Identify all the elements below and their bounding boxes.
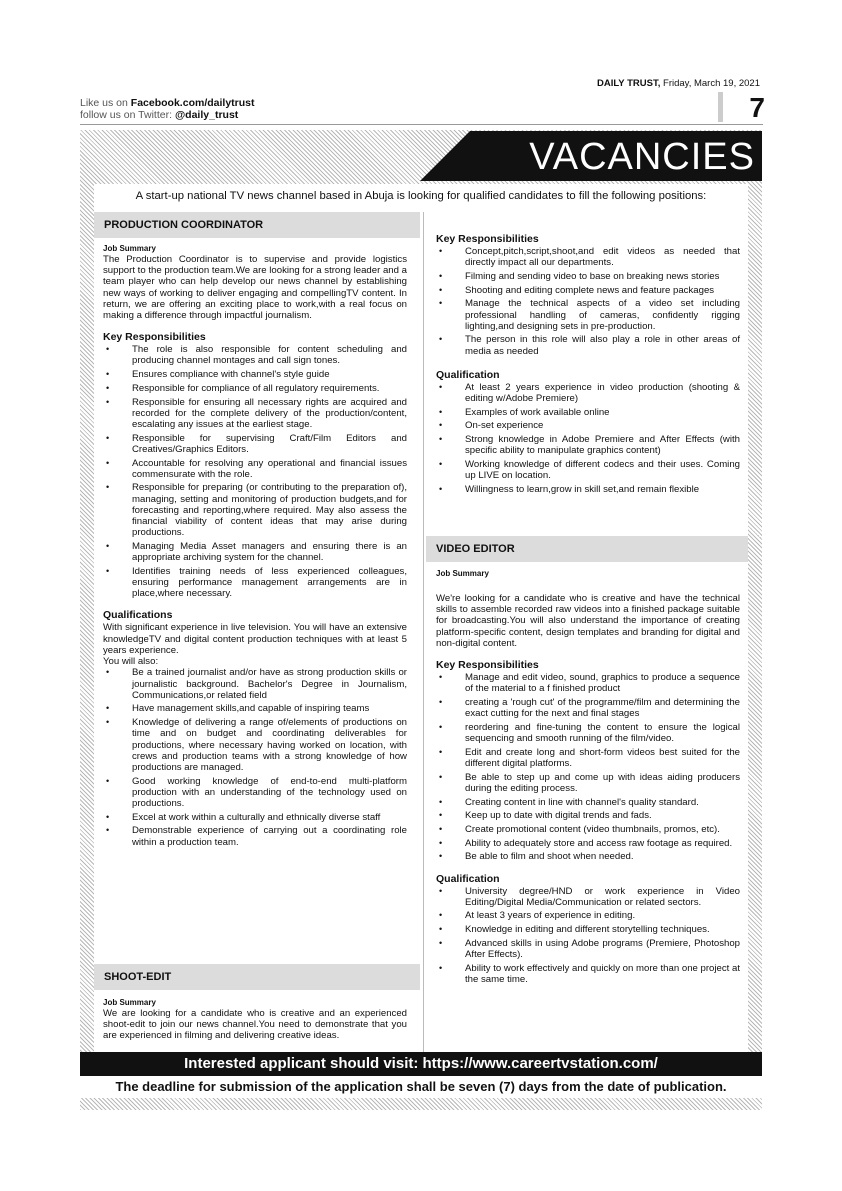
newspaper-dateline bbox=[560, 78, 760, 89]
list-item: • Ensures compliance with channel's style guide bbox=[103, 369, 407, 380]
list-item: • Good working knowledge of end-to-end multi-platform production with an understanding of the technology used on productions. bbox=[103, 776, 407, 810]
list-item: • Responsible for preparing (or contributing to the preparation of), managing, setting and monitoring of production budgets,and for forecasting and reporting,where required. May also assess the financial viability of content ideas that may arise during productions. bbox=[103, 482, 407, 538]
list-item: • Be able to step up and come up with ideas aiding producers during the editing process. bbox=[436, 772, 740, 794]
qualifications-list bbox=[436, 382, 740, 495]
list-item: • reordering and fine-tuning the content to ensure the logical sequencing and smooth running of the film/video. bbox=[436, 722, 740, 744]
job-summary-label: Job Summary bbox=[103, 244, 156, 253]
responsibilities-heading: Key Responsibilities bbox=[436, 233, 539, 245]
list-item: • Identifies training needs of less experienced colleagues, ensuring performance management arrangements are in place,where necessary. bbox=[103, 566, 407, 600]
list-item: • Concept,pitch,script,shoot,and edit videos as needed that directly impact all our departments. bbox=[436, 246, 740, 268]
list-item: • Manage the technical aspects of a video set including professional handling of cameras, confidently rigging lighting,and designing sets in pre-production. bbox=[436, 298, 740, 332]
twitter-link[interactable]: @daily_trust bbox=[174, 109, 239, 121]
qualifications-intro: With significant experience in live television. You will have an extensive knowledgeTV and digital content production techniques with at least 5 years experience. bbox=[103, 622, 407, 656]
list-item: • Managing Media Asset managers and ensuring there is an appropriate archiving system for the channel. bbox=[103, 541, 407, 563]
list-item: • Knowledge of delivering a range of/elements of productions on time and on budget and coordinating deliverables for productions, where necessary having worked on location, with crews and production teams with a strong knowledge of how productions are managed. bbox=[103, 717, 407, 773]
deadline-notice: The deadline for submission of the application shall be seven (7) days from the date of publication. bbox=[80, 1076, 762, 1098]
list-item: • Keep up to date with digital trends and fads. bbox=[436, 810, 740, 821]
production-coordinator-section bbox=[103, 244, 407, 850]
job-summary-label: Job Summary bbox=[103, 998, 156, 1007]
page-number: 7 bbox=[718, 92, 767, 122]
job-summary-text: The Production Coordinator is to supervise and provide logistics support to the production team.We are looking for a strong leader and a team player who can help develop our news channel by establishing new ways of working to deliver engaging and compellingTV content. In return, we are offering an exciting place to work,with a real focus on making a difference through impactful journalism. bbox=[103, 254, 407, 322]
social-twitter-prefix: follow us on Twitter: bbox=[80, 109, 175, 121]
newspaper-name: DAILY TRUST, bbox=[597, 78, 661, 89]
list-item: • Knowledge in editing and different storytelling techniques. bbox=[436, 924, 740, 935]
facebook-link[interactable]: Facebook.com/dailytrust bbox=[130, 97, 255, 109]
list-item: • Have management skills,and capable of inspiring teams bbox=[103, 703, 407, 714]
list-item: • Strong knowledge in Adobe Premiere and After Effects (with specific ability to manipulate graphics content) bbox=[436, 434, 740, 456]
list-item: • Responsible for compliance of all regulatory requirements. bbox=[103, 383, 407, 394]
list-item: • Creating content in line with channel's quality standard. bbox=[436, 797, 740, 808]
qualifications-heading: Qualifications bbox=[103, 609, 173, 622]
section-heading: PRODUCTION COORDINATOR bbox=[94, 212, 420, 238]
qualifications-list bbox=[436, 886, 740, 986]
job-summary-label: Job Summary bbox=[436, 569, 489, 578]
shoot-edit-header bbox=[94, 964, 420, 990]
list-item: • Manage and edit video, sound, graphics to produce a sequence of the material to a f finished product bbox=[436, 672, 740, 694]
job-summary-text: We are looking for a candidate who is creative and an experienced shoot-edit to join our news channel.You need to demonstrate that you are experienced in filming and delivering creative ideas. bbox=[103, 1008, 407, 1042]
apply-url-banner[interactable]: Interested applicant should visit: https://www.careertvstation.com/ bbox=[80, 1052, 762, 1076]
shoot-edit-continued bbox=[436, 233, 740, 498]
list-item: • Responsible for supervising Craft/Film Editors and Creatives/Graphics Editors. bbox=[103, 433, 407, 455]
responsibilities-list bbox=[436, 672, 740, 863]
list-item: • Shooting and editing complete news and feature packages bbox=[436, 285, 740, 296]
list-item: • creating a 'rough cut' of the programme/film and determining the exact cutting for the next and final stages bbox=[436, 697, 740, 719]
list-item: • Filming and sending video to base on breaking news stories bbox=[436, 271, 740, 282]
responsibilities-list bbox=[436, 246, 740, 357]
intro-text: A start-up national TV news channel based in Abuja is looking for qualified candidates to fill the following positions: bbox=[135, 190, 707, 202]
section-heading: SHOOT-EDIT bbox=[94, 964, 420, 990]
list-item: • Responsible for ensuring all necessary rights are acquired and recorded for the complete delivery of the production/content, escalating any issues at the earliest stage. bbox=[103, 397, 407, 431]
header-rule bbox=[80, 124, 763, 125]
list-item: • Create promotional content (video thumbnails, promos, etc). bbox=[436, 824, 740, 835]
responsibilities-list bbox=[103, 344, 407, 599]
list-item: • At least 3 years of experience in editing. bbox=[436, 910, 740, 921]
page-title: VACANCIES bbox=[529, 136, 755, 178]
production-coordinator-header bbox=[94, 212, 420, 238]
job-summary-text: We're looking for a candidate who is creative and have the technical skills to assemble recorded raw videos into a finished package suitable for broadcasting.You will also understand the importance of creating platform-specific content, design templates and branding for digital and non-digital content. bbox=[436, 593, 740, 649]
qualifications-heading: Qualification bbox=[436, 872, 500, 885]
shoot-edit-summary bbox=[103, 998, 407, 1042]
responsibilities-heading: Key Responsibilities bbox=[436, 659, 539, 672]
list-item: • The role is also responsible for content scheduling and producing channel montages and call sign tones. bbox=[103, 344, 407, 366]
qualifications-heading: Qualification bbox=[436, 368, 500, 381]
list-item: • Willingness to learn,grow in skill set,and remain flexible bbox=[436, 484, 740, 495]
social-links bbox=[80, 97, 255, 121]
list-item: • Be a trained journalist and/or have as strong production skills or journalistic background. Bachelor's Degree in Journalism, Communications,or related field bbox=[103, 667, 407, 701]
list-item: • Accountable for resolving any operational and financial issues commensurate with the role. bbox=[103, 458, 407, 480]
issue-date: Friday, March 19, 2021 bbox=[660, 78, 760, 89]
section-heading: VIDEO EDITOR bbox=[426, 536, 748, 562]
list-item: • The person in this role will also play a role in other areas of media as needed bbox=[436, 334, 740, 356]
list-item: • Ability to adequately store and access raw footage as required. bbox=[436, 838, 740, 849]
column-divider bbox=[423, 212, 424, 1052]
social-facebook-prefix: Like us on bbox=[80, 97, 131, 109]
list-item: • Be able to film and shoot when needed. bbox=[436, 851, 740, 862]
list-item: • University degree/HND or work experience in Video Editing/Digital Media/Communication or related sectors. bbox=[436, 886, 740, 908]
list-item: • Excel at work within a culturally and ethnically diverse staff bbox=[103, 812, 407, 823]
qualifications-list bbox=[103, 667, 407, 848]
list-item: • Examples of work available online bbox=[436, 407, 740, 418]
responsibilities-heading: Key Responsibilities bbox=[103, 331, 206, 344]
list-item: • Working knowledge of different codecs and their uses. Coming up LIVE on location. bbox=[436, 459, 740, 481]
list-item: • Ability to work effectively and quickly on more than one project at the same time. bbox=[436, 963, 740, 985]
list-item: • Edit and create long and short-form videos best suited for the different digital platforms. bbox=[436, 747, 740, 769]
list-item: • On-set experience bbox=[436, 420, 740, 431]
list-item: • Demonstrable experience of carrying out a coordinating role within a production team. bbox=[103, 825, 407, 847]
list-item: • Advanced skills in using Adobe programs (Premiere, Photoshop After Effects). bbox=[436, 938, 740, 960]
video-editor-header bbox=[426, 536, 748, 562]
list-item: • At least 2 years experience in video production (shooting & editing w/Adobe Premiere) bbox=[436, 382, 740, 404]
qualifications-also: You will also: bbox=[103, 656, 159, 668]
video-editor-section bbox=[436, 569, 740, 988]
